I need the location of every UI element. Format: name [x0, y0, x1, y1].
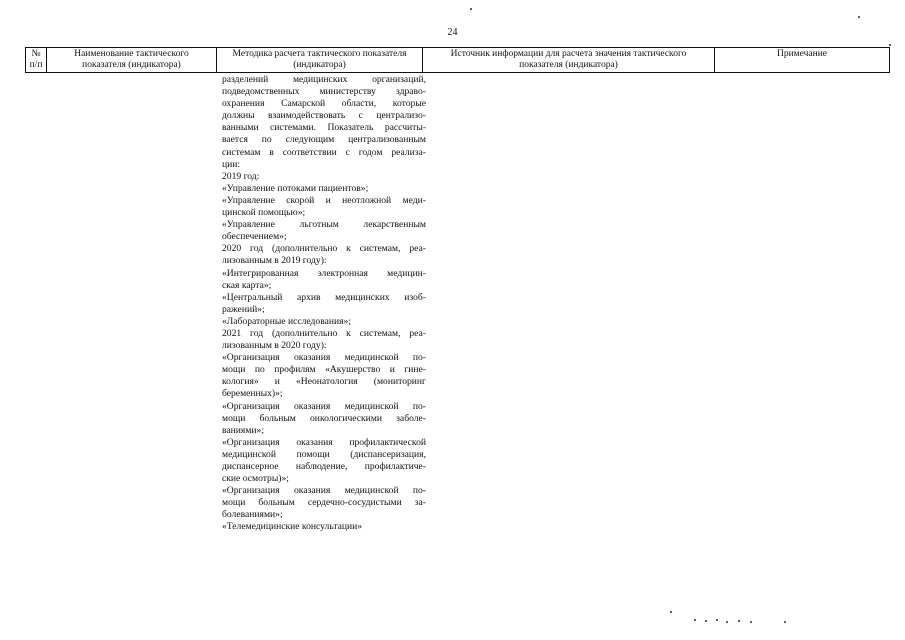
scan-speck — [670, 611, 672, 613]
header-text: (индикатора) — [293, 59, 346, 70]
methodology-line: медицинской помощи (диспансеризация, — [222, 448, 426, 460]
methodology-line: разделений медицинских организаций, — [222, 74, 426, 85]
header-text: Примечание — [776, 49, 828, 59]
methodology-line: мощи больным сердечно-сосудистыми за- — [222, 497, 426, 509]
methodology-line: обеспечением»; — [222, 231, 287, 243]
methodology-line: ваниями»; — [222, 424, 265, 436]
methodology-line: «Управление льготным лекарственным — [222, 219, 426, 231]
header-text: Источник информации для расчета значения тактического — [450, 49, 687, 59]
table-header — [25, 47, 890, 73]
header-cell-number — [26, 48, 47, 73]
scan-speck — [784, 621, 786, 623]
scan-speck — [705, 620, 707, 622]
scan-speck — [750, 621, 752, 623]
methodology-line: 2019 год: — [222, 170, 260, 182]
methodology-line: ванными системами. Показатель рассчиты- — [222, 122, 426, 134]
methodology-line: подведомственных министерству здраво- — [222, 86, 426, 98]
methodology-line: «Организация оказания медицинской по- — [222, 400, 426, 412]
scan-speck — [470, 8, 472, 10]
methodology-line: «Телемедицинские консультации» — [222, 521, 363, 533]
methodology-line: «Организация оказания медицинской по- — [222, 485, 426, 497]
methodology-line: «Управление скорой и неотложной меди- — [222, 194, 426, 206]
scan-speck — [858, 16, 860, 18]
methodology-line: «Управление потоками пациентов»; — [222, 182, 369, 194]
methodology-line: должны взаимодействовать с централизо- — [222, 110, 426, 122]
methodology-line: системам в соответствии с годом реализа- — [222, 146, 426, 158]
methodology-line: беременных)»; — [222, 388, 283, 400]
page-number: 24 — [447, 27, 458, 38]
methodology-line: мощи больным онкологическими заболе- — [222, 412, 426, 424]
methodology-line: лизованным в 2020 году): — [222, 340, 327, 352]
header-text: п/п — [29, 59, 43, 70]
header-cell-indicator-name — [47, 48, 217, 73]
methodology-text — [222, 74, 426, 534]
scan-speck — [889, 44, 891, 46]
methodology-line: 2021 год (дополнительно к системам, реа- — [222, 327, 426, 339]
methodology-line: ская карта»; — [222, 279, 272, 291]
header-cell-source — [423, 48, 715, 73]
header-text: № — [31, 49, 41, 59]
methodology-line: «Интегрированная электронная медицин- — [222, 267, 426, 279]
header-text: показателя (индикатора) — [82, 59, 181, 70]
methodology-line: 2020 год (дополнительно к системам, реа- — [222, 243, 426, 255]
methodology-line: мощи по профилям «Акушерство и гине- — [222, 364, 426, 376]
methodology-line: охранения Самарской области, которые — [222, 98, 426, 110]
methodology-line: болеваниями»; — [222, 509, 283, 521]
methodology-line: «Центральный архив медицинских изоб- — [222, 291, 426, 303]
scan-speck — [726, 621, 728, 623]
methodology-line: «Организация оказания медицинской по- — [222, 352, 426, 364]
header-cell-note — [715, 48, 890, 73]
methodology-line: лизованным в 2019 году): — [222, 255, 327, 267]
methodology-line: «Организация оказания профилактической — [222, 436, 426, 448]
methodology-line: ские осмотры)»; — [222, 473, 289, 485]
scan-speck — [738, 620, 740, 622]
header-row — [26, 48, 890, 73]
methodology-line: вается по следующим централизованным — [222, 134, 426, 146]
methodology-line: цинской помощью»; — [222, 207, 306, 219]
header-text: показателя (индикатора) — [519, 59, 618, 70]
methodology-line: кология» и «Неонатология (мониторинг — [222, 376, 426, 388]
header-text: Наименование тактического — [74, 49, 189, 59]
scan-speck — [716, 619, 718, 621]
header-cell-methodology — [217, 48, 423, 73]
methodology-line: ражений»; — [222, 303, 265, 315]
header-text: Методика расчета тактического показателя — [232, 49, 407, 59]
methodology-line: «Лабораторные исследования»; — [222, 315, 351, 327]
methodology-line: ции: — [222, 158, 241, 170]
methodology-line: диспансерное наблюдение, профилактиче- — [222, 461, 426, 472]
scan-speck — [694, 619, 696, 621]
